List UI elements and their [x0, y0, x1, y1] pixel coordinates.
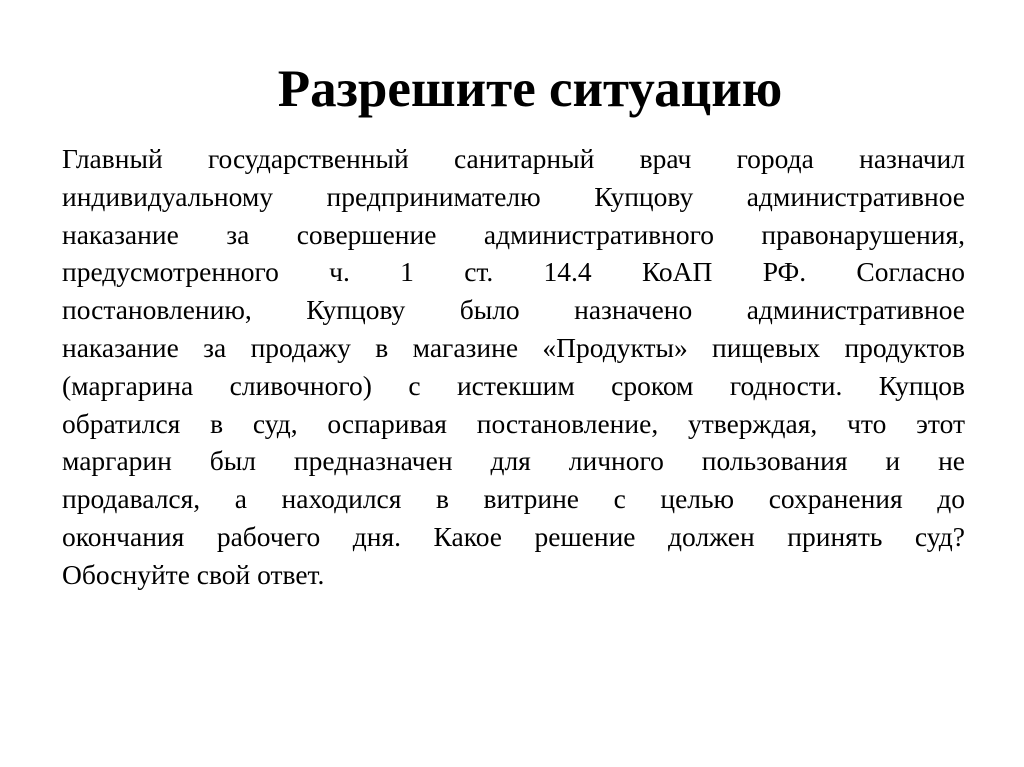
text-line: Главный государственный санитарный врач города назначил — [62, 143, 965, 174]
text-line: (маргарина сливочного) с истекшим сроком годности. Купцов — [62, 369, 965, 401]
text-line: обратился в суд, оспаривая постановление, утверждая, что этот — [62, 407, 965, 439]
text-line: продавался, а находился в витрине с целью сохранения до — [62, 483, 965, 515]
text-line: Обоснуйте свой ответ. — [62, 558, 325, 590]
text-line: маргарин был предназначен для личного пользования и не — [62, 445, 965, 477]
slide-title: Разрешите ситуацию — [277, 60, 783, 118]
text-line: индивидуальному предпринимателю Купцову административное — [62, 180, 965, 212]
text-line: постановлению, Купцову было назначено административное — [62, 294, 965, 326]
text-line: наказание за продажу в магазине «Продукты» пищевых продуктов — [62, 331, 965, 363]
text-line: наказание за совершение административного правонарушения, — [62, 218, 965, 250]
text-line: окончания рабочего дня. Какое решение должен принять суд? — [62, 520, 965, 552]
case-text — [62, 140, 965, 594]
text-line: предусмотренного ч. 1 ст. 14.4 КоАП РФ. Согласно — [62, 256, 965, 288]
